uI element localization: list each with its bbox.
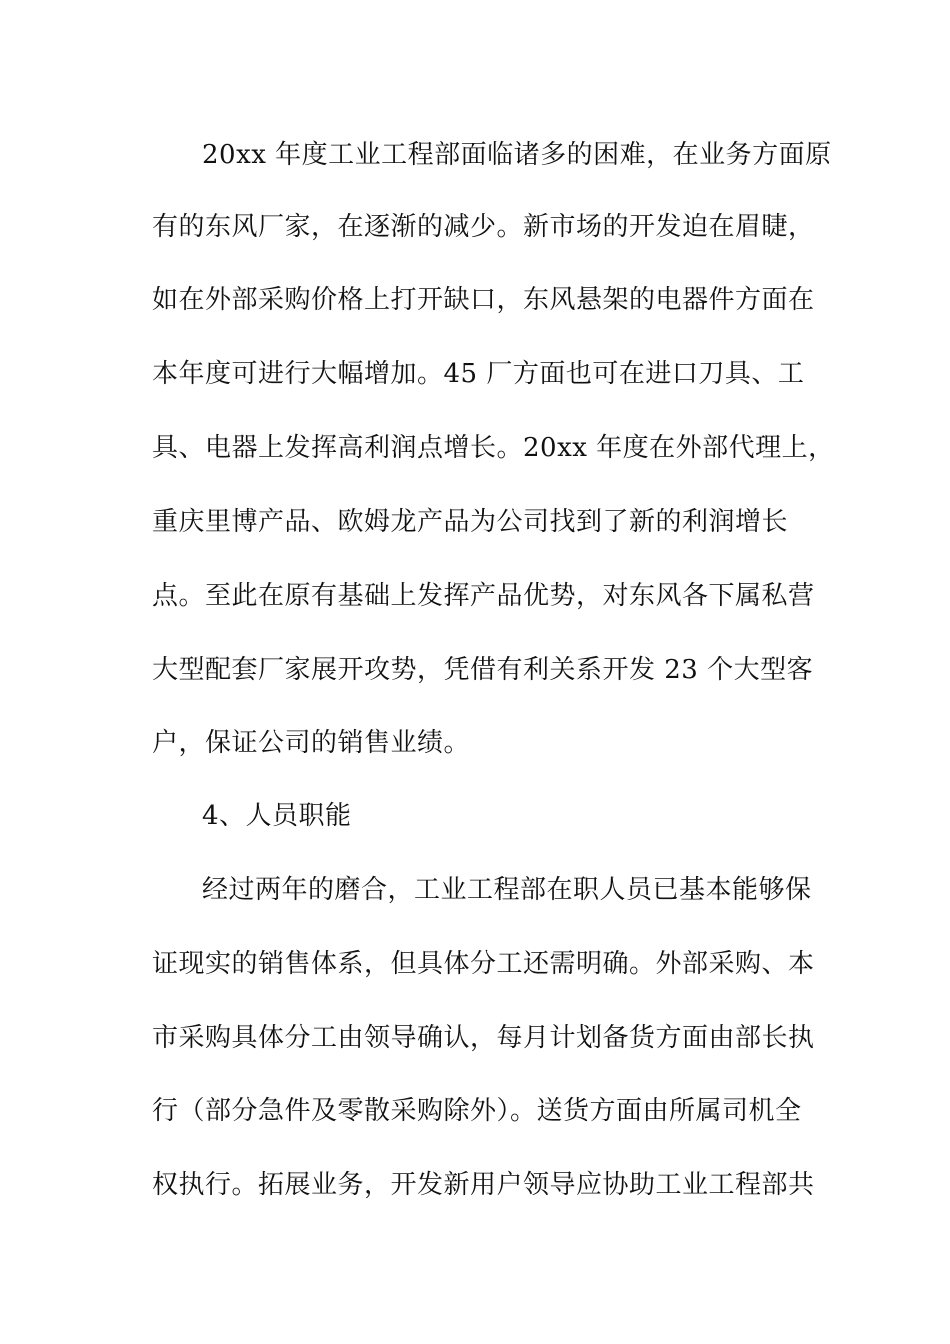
paragraph-2-line-2: 证现实的销售体系，但具体分工还需明确。外部采购、本 <box>152 949 815 979</box>
paragraph-1-line-3: 如在外部采购价格上打开缺口，东风悬架的电器件方面在 <box>152 285 815 315</box>
paragraph-1-line-2: 有的东风厂家，在逐渐的减少。新市场的开发迫在眉睫， <box>152 212 815 242</box>
paragraph-1-line-6: 重庆里博产品、欧姆龙产品为公司找到了新的利润增长 <box>152 507 789 537</box>
paragraph-1-line-7: 点。至此在原有基础上发挥产品优势，对东风各下属私营 <box>152 581 815 611</box>
paragraph-1-line-9: 户，保证公司的销售业绩。 <box>152 728 471 758</box>
paragraph-2-line-3: 市采购具体分工由领导确认，每月计划备货方面由部长执 <box>152 1023 815 1053</box>
paragraph-2-line-1: 经过两年的磨合，工业工程部在职人员已基本能够保 <box>202 875 812 905</box>
section-heading: 4、人员职能 <box>202 801 352 831</box>
paragraph-2-line-5: 权执行。拓展业务，开发新用户领导应协助工业工程部共 <box>152 1170 815 1200</box>
paragraph-1-line-5: 具、电器上发挥高利润点增长。20xx 年度在外部代理上， <box>152 433 835 463</box>
paragraph-1-line-1: 20xx 年度工业工程部面临诸多的困难，在业务方面原 <box>202 140 832 170</box>
paragraph-2-line-4: 行（部分急件及零散采购除外）。送货方面由所属司机全 <box>152 1096 802 1126</box>
paragraph-1-line-8: 大型配套厂家展开攻势，凭借有利关系开发 23 个大型客 <box>152 655 814 685</box>
paragraph-1-line-4: 本年度可进行大幅增加。45 厂方面也可在进口刀具、工 <box>152 359 805 389</box>
